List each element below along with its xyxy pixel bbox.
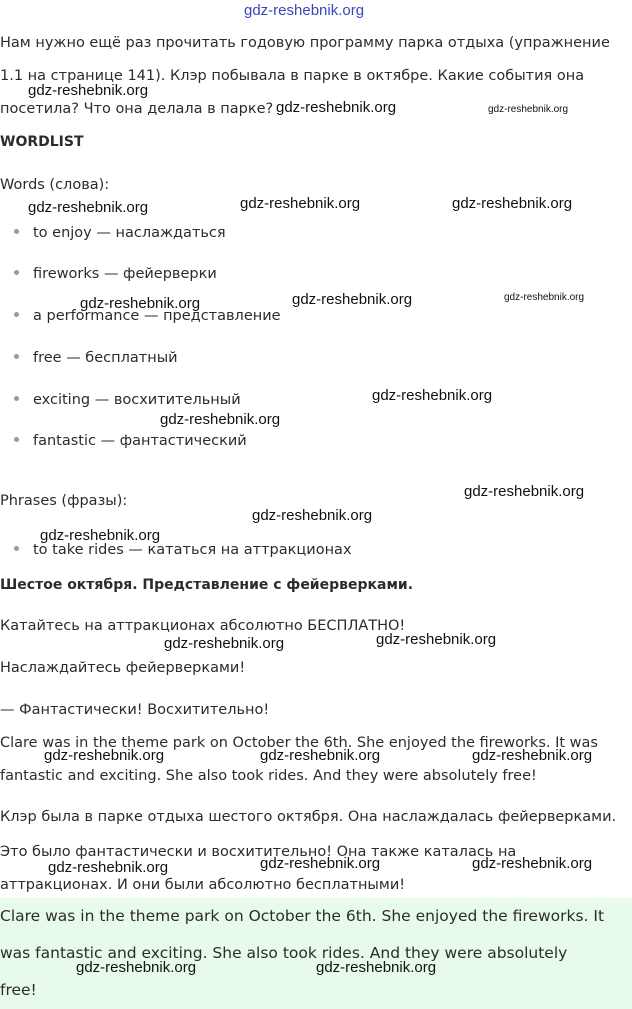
event-title: Шестое октября. Представление с фейерверками. xyxy=(0,577,414,593)
word-item-text: a performance — представление xyxy=(33,308,281,324)
event-line: Наслаждайтесь фейерверками! xyxy=(0,660,246,676)
word-item-text: free — бесплатный xyxy=(33,350,178,366)
english-line-2: fantastic and exciting. She also took rides. And they were absolutely free! xyxy=(0,768,537,784)
wordlist-heading: WORDLIST xyxy=(0,134,84,150)
answer-line-2: was fantastic and exciting. She also took rides. And they were absolutely xyxy=(0,944,568,962)
answer-line-1: Clare was in the theme park on October the 6th. She enjoyed the fireworks. It xyxy=(0,907,605,925)
intro-line-3: посетила? Что она делала в парке? xyxy=(0,101,274,117)
event-line: — Фантастически! Восхитительно! xyxy=(0,702,270,718)
watermark: gdz-reshebnik.org xyxy=(260,855,381,872)
watermark: gdz-reshebnik.org xyxy=(240,195,361,212)
word-item xyxy=(14,350,178,366)
watermark: gdz-reshebnik.org xyxy=(48,859,169,876)
russian-line-2: Это было фантастически и восхитительно! Она также каталась на xyxy=(0,844,517,860)
word-item-text: fireworks — фейерверки xyxy=(33,266,217,282)
watermark: gdz-reshebnik.org xyxy=(28,82,149,99)
russian-line-3: аттракционах. И они были абсолютно бесплатными! xyxy=(0,877,406,893)
watermark: gdz-reshebnik.org xyxy=(292,291,413,308)
bullet-icon xyxy=(14,312,19,317)
bullet-icon xyxy=(14,270,19,275)
watermark: gdz-reshebnik.org xyxy=(464,483,585,500)
bullet-icon xyxy=(14,396,19,401)
bullet-icon xyxy=(14,546,19,551)
phrase-item-text: to take rides — кататься на аттракционах xyxy=(33,542,352,558)
phrases-label: Phrases (фразы): xyxy=(0,493,128,509)
bullet-icon xyxy=(14,437,19,442)
word-item xyxy=(14,266,217,282)
watermark: gdz-reshebnik.org xyxy=(276,99,397,116)
watermark: gdz-reshebnik.org xyxy=(40,527,161,544)
word-item xyxy=(14,225,226,241)
watermark: gdz-reshebnik.org xyxy=(164,635,285,652)
intro-line-1: Нам нужно ещё раз прочитать годовую программу парка отдыха (упражнение xyxy=(0,35,610,51)
watermark-top: gdz-reshebnik.org xyxy=(244,2,365,19)
watermark: gdz-reshebnik.org xyxy=(76,959,197,976)
word-item-text: fantastic — фантастический xyxy=(33,433,247,449)
watermark: gdz-reshebnik.org xyxy=(28,199,149,216)
watermark: gdz-reshebnik.org xyxy=(260,747,381,764)
watermark: gdz-reshebnik.org xyxy=(372,387,493,404)
watermark: gdz-reshebnik.org xyxy=(376,631,497,648)
russian-line-1: Клэр была в парке отдыха шестого октября. Она наслаждалась фейерверками. xyxy=(0,809,617,825)
word-item-text: exciting — восхитительный xyxy=(33,392,241,408)
watermark: gdz-reshebnik.org xyxy=(504,292,585,303)
word-item xyxy=(14,392,241,408)
words-label: Words (слова): xyxy=(0,177,110,193)
watermark: gdz-reshebnik.org xyxy=(80,295,201,312)
watermark: gdz-reshebnik.org xyxy=(488,104,569,115)
answer-box xyxy=(0,898,632,1009)
watermark: gdz-reshebnik.org xyxy=(452,195,573,212)
bullet-icon xyxy=(14,229,19,234)
event-line: Катайтесь на аттракционах абсолютно БЕСПЛАТНО! xyxy=(0,618,406,634)
phrase-item xyxy=(14,542,352,558)
watermark: gdz-reshebnik.org xyxy=(160,411,281,428)
word-item xyxy=(14,433,247,449)
english-line-1: Clare was in the theme park on October the 6th. She enjoyed the fireworks. It was xyxy=(0,735,598,751)
watermark: gdz-reshebnik.org xyxy=(472,855,593,872)
word-item-text: to enjoy — наслаждаться xyxy=(33,225,226,241)
watermark: gdz-reshebnik.org xyxy=(316,959,437,976)
bullet-icon xyxy=(14,354,19,359)
watermark: gdz-reshebnik.org xyxy=(252,507,373,524)
answer-line-3: free! xyxy=(0,981,37,999)
intro-line-2: 1.1 на странице 141). Клэр побывала в парке в октябре. Какие события она xyxy=(0,68,585,84)
watermark: gdz-reshebnik.org xyxy=(472,747,593,764)
watermark: gdz-reshebnik.org xyxy=(44,747,165,764)
